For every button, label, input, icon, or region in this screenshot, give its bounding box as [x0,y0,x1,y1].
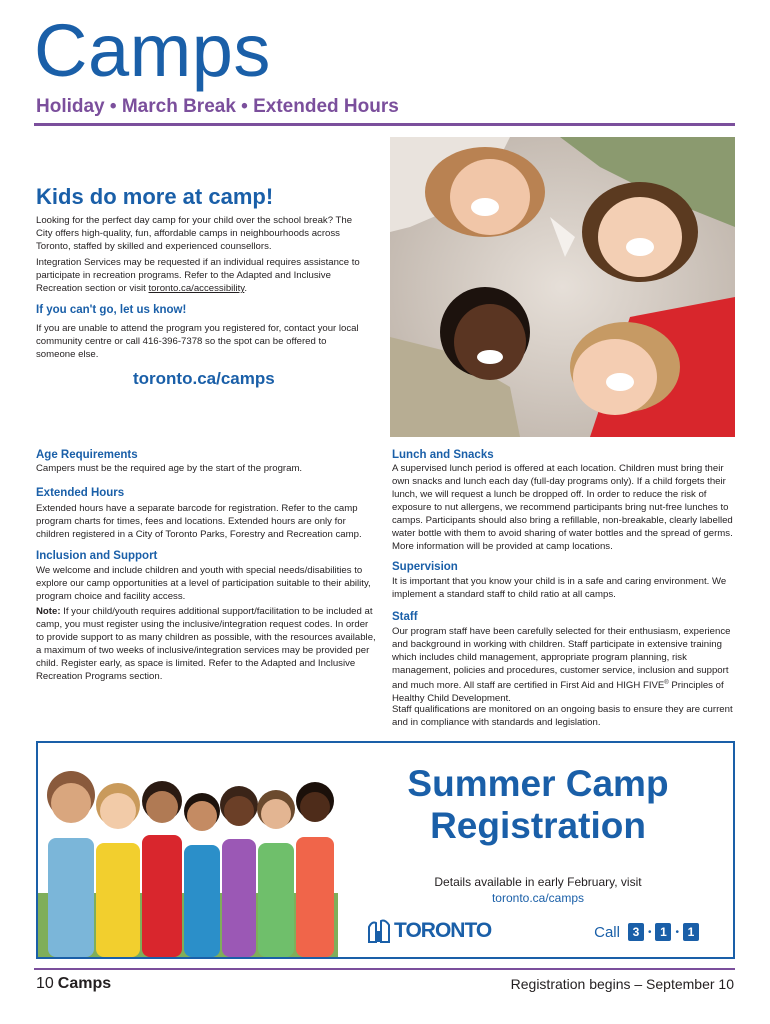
banner-title-line1: Summer Camp [407,763,669,804]
digit-1: 1 [655,923,671,941]
page-number: 10 [36,975,54,992]
hero-photo-illustration [390,137,735,437]
integration-paragraph [36,256,368,295]
note-label: Note: [36,606,61,617]
kids-group-photo [38,743,338,957]
camps-link[interactable]: toronto.ca/camps [133,369,275,388]
page-subtitle: Holiday • March Break • Extended Hours [36,96,399,117]
extended-hours-heading: Extended Hours [36,487,125,499]
supervision-paragraph: It is important that you know your child is in a safe and caring environment. We implement a standard staff to child ratio at all camps. [392,576,727,600]
extended-hours-paragraph: Extended hours have a separate barcode for registration. Refer to the camp program charts for times, fees and locations. Extended hours are only for children registered in a City of Toronto Parks, Forestry and Recreation camp. [36,503,362,540]
staff-text: Our program staff have been carefully selected for their enthusiasm, experience and background in working with children. Staff participate in extensive training which includes child management, appropriate program planning, risk management, policies and procedures, customer service, inclusion and support and much more. All staff are certified in First Aid and HIGH FIVE [392,626,731,692]
inclusion-paragraph: We welcome and include children and youth with special needs/disabilities to explore our camp opportunities at a level of participation suitable to their ability, program choice and facility access. [36,565,371,602]
banner-details [388,874,688,906]
call-label: Call [594,923,620,941]
cant-go-heading: If you can't go, let us know! [36,304,187,316]
age-heading: Age Requirements [36,449,138,461]
footer-page-label [36,975,111,993]
city-hall-icon [368,919,390,943]
staff-heading: Staff [392,611,418,623]
digit-separator-icon: • [647,926,652,938]
summer-camp-banner[interactable] [36,741,735,959]
banner-title-line2: Registration [430,805,646,846]
intro-paragraph: Looking for the perfect day camp for your child over the school break? The City offers high-quality, fun, affordable camps in neighbourhoods across Toronto, staffed by skilled and experienced counsellors. [36,215,353,252]
lunch-paragraph: A supervised lunch period is offered at each location. Children must bring their own snacks and lunch each day (full-day programs only). If a child forgets their lunch, we will request a lunch be dropped off. In order to reduce the risk of exposure to nut allergens, we recommend participants bring nut-free lunches to camps. Participants should also bring a refillable, non-breakable, clearly labelled water bottle with them to avoid sharing of water bottles and the spread of germs. More information will be provided at camp locations. [392,463,733,552]
inclusion-heading: Inclusion and Support [36,550,158,562]
footer-rule [34,968,735,970]
toronto-logo-text: TORONTO [394,919,492,942]
banner-camps-link[interactable]: toronto.ca/camps [491,891,585,905]
staff-qualifications-paragraph: Staff qualifications are monitored on an ongoing basis to ensure they are current and in compliance with standards and legislation. [392,704,733,728]
footer-section: Camps [57,975,112,992]
toronto-logo [368,919,491,943]
supervision-heading: Supervision [392,561,458,573]
age-paragraph: Campers must be the required age by the start of the program. [36,463,303,474]
digit-1b: 1 [683,923,699,941]
integration-text: Integration Services may be requested if an individual requires assistance to participate in recreation programs. Refer to the Adapted and Inclusive Recreation section or visit [36,257,360,294]
page-title: Camps [34,9,271,92]
staff-text-end: Principles of Healthy Child Development. [392,680,724,705]
hero-photo [390,137,735,437]
digit-separator-icon: • [675,926,679,938]
title-rule [34,123,735,126]
footer-registration-date: Registration begins – September 10 [510,976,734,992]
intro-heading: Kids do more at camp! [36,184,274,209]
call-311[interactable] [594,923,699,941]
banner-title [388,763,688,847]
registered-mark: ® [664,680,669,686]
accessibility-link[interactable]: toronto.ca/accessibility [148,283,245,294]
cant-go-paragraph: If you are unable to attend the program you registered for, contact your local community centre or call 416-396-7378 so the spot can be offered to someone else. [36,323,359,360]
integration-text-end: . [244,283,247,294]
lunch-heading: Lunch and Snacks [392,449,494,461]
staff-paragraph [392,625,736,705]
note-paragraph [36,605,376,683]
banner-details-line1: Details available in early February, visit [434,875,642,889]
digit-3: 3 [628,923,644,941]
note-text: If your child/youth requires additional support/facilitation to be included at camp, you must register using the inclusive/integration request codes. In order to provide support to as many children as possible, with the resources available, a maximum of two weeks of inclusive/integration services may be provided per child. Register early, as space is limited. Refer to the Adapted and Inclusive Recreation Programs section. [36,606,376,682]
